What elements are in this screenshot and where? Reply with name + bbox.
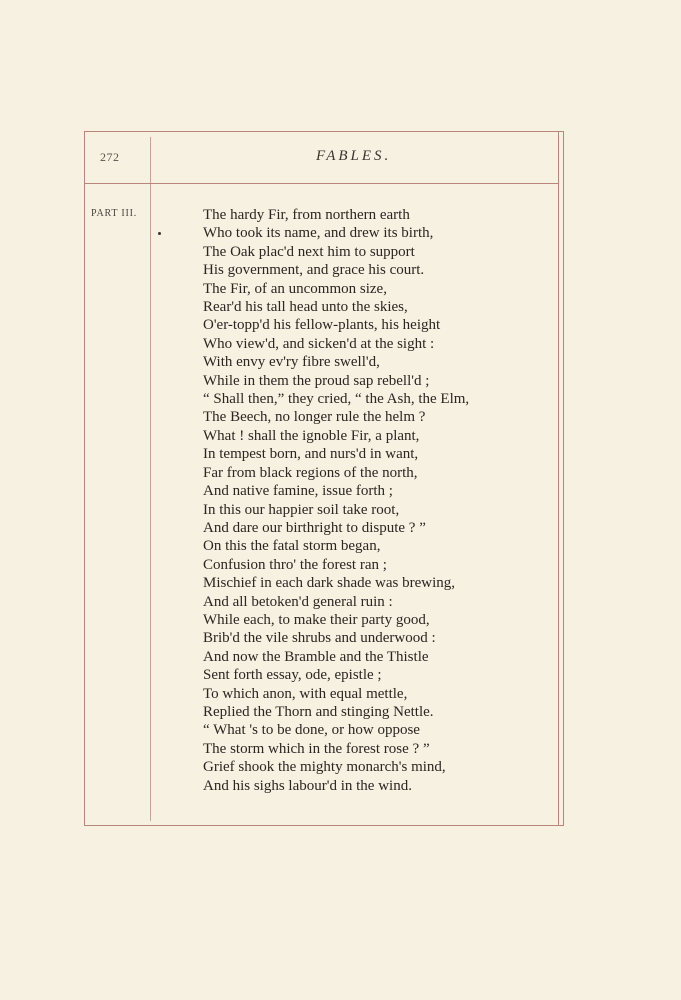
poem-line: In tempest born, and nurs'd in want, <box>203 446 419 463</box>
poem-line: And now the Bramble and the Thistle <box>203 648 429 665</box>
poem-line: And dare our birthright to dispute ? ” <box>203 519 426 536</box>
side-note: PART III. <box>91 208 138 219</box>
margin-bullet <box>158 232 161 235</box>
poem-line: With envy ev'ry fibre swell'd, <box>203 354 380 371</box>
poem-line: Mischief in each dark shade was brewing, <box>203 575 455 592</box>
poem-line: To which anon, with equal mettle, <box>203 685 408 702</box>
poem-line: His government, and grace his court. <box>203 262 425 279</box>
poem-line: On this the fatal storm began, <box>203 538 381 555</box>
poem-line: Grief shook the mighty monarch's mind, <box>203 759 446 776</box>
poem-line: O'er-topp'd his fellow-plants, his height <box>203 317 441 334</box>
poem-line: The Oak plac'd next him to support <box>203 243 415 260</box>
poem-line: And his sighs labour'd in the wind. <box>203 777 412 794</box>
poem-line: In this our happier soil take root, <box>203 501 400 518</box>
poem-line: Far from black regions of the north, <box>203 464 418 481</box>
poem-line: Rear'd his tall head unto the skies, <box>203 299 408 316</box>
poem-line: What ! shall the ignoble Fir, a plant, <box>203 427 420 444</box>
running-head: FABLES. <box>316 148 392 164</box>
poem-line: Who view'd, and sicken'd at the sight : <box>203 335 435 352</box>
poem-line: “ What 's to be done, or how oppose <box>203 722 420 739</box>
page-number: 272 <box>100 150 120 164</box>
poem-line: Confusion thro' the forest ran ; <box>203 556 387 573</box>
poem-line: The storm which in the forest rose ? ” <box>203 740 430 757</box>
poem-line: While each, to make their party good, <box>203 611 430 628</box>
poem-line: Who took its name, and drew its birth, <box>203 225 434 242</box>
header-rule <box>84 183 558 184</box>
poem-line: Brib'd the vile shrubs and underwood : <box>203 630 436 647</box>
poem-line: Sent forth essay, ode, epistle ; <box>203 667 382 684</box>
poem-line: The Beech, no longer rule the helm ? <box>203 409 426 426</box>
poem-line: The Fir, of an uncommon size, <box>203 280 387 297</box>
poem-line: And native famine, issue forth ; <box>203 483 393 500</box>
poem-line: Replied the Thorn and stinging Nettle. <box>203 703 434 720</box>
right-rule <box>558 131 559 826</box>
poem-body <box>203 206 469 795</box>
poem-line: And all betoken'd general ruin : <box>203 593 393 610</box>
margin-divider <box>150 137 151 821</box>
poem-line: “ Shall then,” they cried, “ the Ash, the Elm, <box>203 391 470 408</box>
poem-line: While in them the proud sap rebell'd ; <box>203 372 430 389</box>
poem-line: The hardy Fir, from northern earth <box>203 207 410 223</box>
